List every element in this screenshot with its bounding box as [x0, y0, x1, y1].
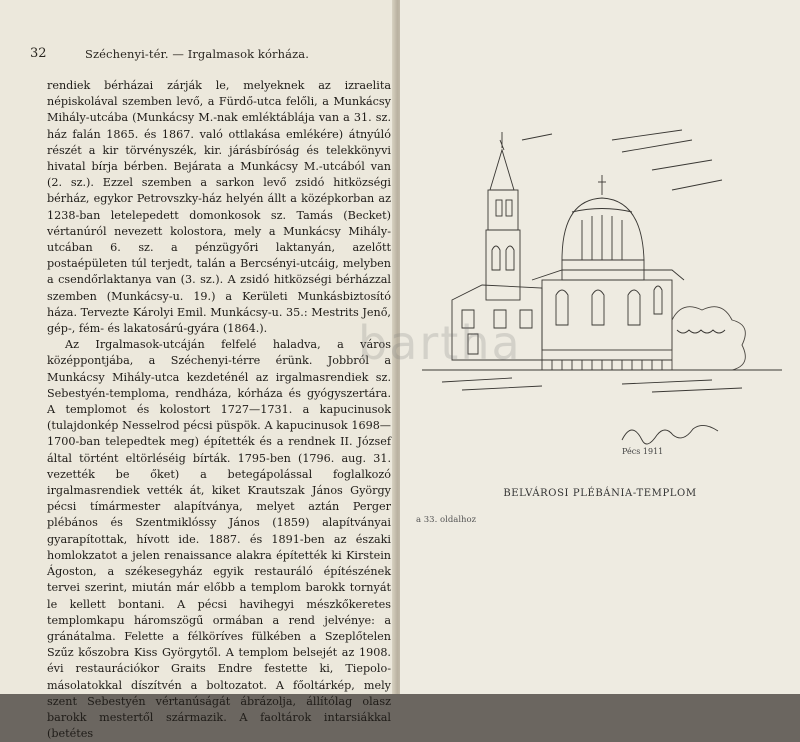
- figure-caption: BELVÁROSI PLÉBÁNIA-TEMPLOM: [503, 488, 697, 499]
- church-illustration: [422, 120, 782, 480]
- running-head: Széchenyi-tér. — Irgalmasok kórháza.: [85, 47, 309, 61]
- paragraph: Az Irgalmasok-utcáján felfelé haladva, a város középpontjába, a Széchenyi-térre érünk. Jobbról a Munkácsy Mihály-utca kezdeténél az irgalmasrendiek sz. Sebestyén-temploma, rendháza, kórháza és gyógyszertára. A templomot és kolostort 1727—1731. a kapucinusok (tulajdonkép Nesselrod pécsi püspök. A kapucinusok 1698—1700-ban telepedtek meg) építették és a rendnek II. József által történt eltörléséig bírták. 1795-ben (1796. aug. 31. vezették be őket) a betegápolással foglalkozó irgalmasrendiek vették át, kiket Krautszak János György pécsi tímármester alapítványa, melyet aztán Perger plébános és Szentmiklóssy János (1859) alapítványai gyarapítottak, hívott ide. 1887. és 1891-ben az északi homlokzatot a jelen renaissance alakra építették ki Kirstein Ágoston, a székesegyház egyik restauráló építészének tervei szerint, miután már előbb a templom barokk tornyát le kellett bontani. A pécsi havihegyi mészkőkeretes templomkapu háromszögű ormában a rend jelvénye: a gránátalma. Felette a félköríves fülkében a Szeplőtelen Szűz kőszobra Kiss Györgytől. A templom belsejét az 1908. évi restaurációkor Graits Endre festette ki, Tiepolo-másolatokkal díszítvén a boltozatot. A főoltárkép, mely szent Sebestyén vértanúságát ábrázolja, állítólag olasz barokk mestertől származik. A faoltárok intarsiákkal (betétes: [47, 338, 391, 741]
- body-text: [47, 78, 391, 742]
- watermark: bartha: [358, 316, 522, 370]
- left-page: [0, 0, 396, 741]
- page-header: [30, 46, 390, 64]
- paragraph: rendiek bérházai zárják le, melyeknek az izraelita népiskolával szemben levő, a Fürdő-utca felőli, a Munkácsy Mihály-utcába (Munkácsy M.-nak emléktáblája van a 31. sz. ház falán 1865. és 1867. való ottlakása emlékére) átnyúló részét a kir törvényszék, kir. járásbíróság és telekkönyvi hivatal bírja bérben. Bejárata a Munkácsy M.-utcából van (2. sz.). Ezzel szemben a sarkon levő zsidó hitközségi bérház, egykor Petrovszky-ház helyén állt a középkorban az 1238-ban letelepedett domonkosok sz. Tamás (Becket) vértanúról nevezett kolostora, mely a Munkácsy Mihály-utcában 6. sz. a pénzügyőri laktanyán, azelőtt postaépületen túl terjedt, talán a Bercsényi-utcáig, melyben a csendőrlaktanya van (3. sz.). A zsidó hitközségi bérházzal szemben (Munkácsy-u. 19.) a Kerületi Munkásbiztosító háza. Tervezte Károlyi Emil. Munkácsy-u. 35.: Mestrits Jenő, gép-, fém- és lakatosárú-gyára (1864.).: [47, 79, 391, 336]
- page-number: 32: [30, 46, 47, 61]
- signature: Pécs 1911: [622, 447, 664, 456]
- page-reference: a 33. oldalhoz: [416, 515, 477, 525]
